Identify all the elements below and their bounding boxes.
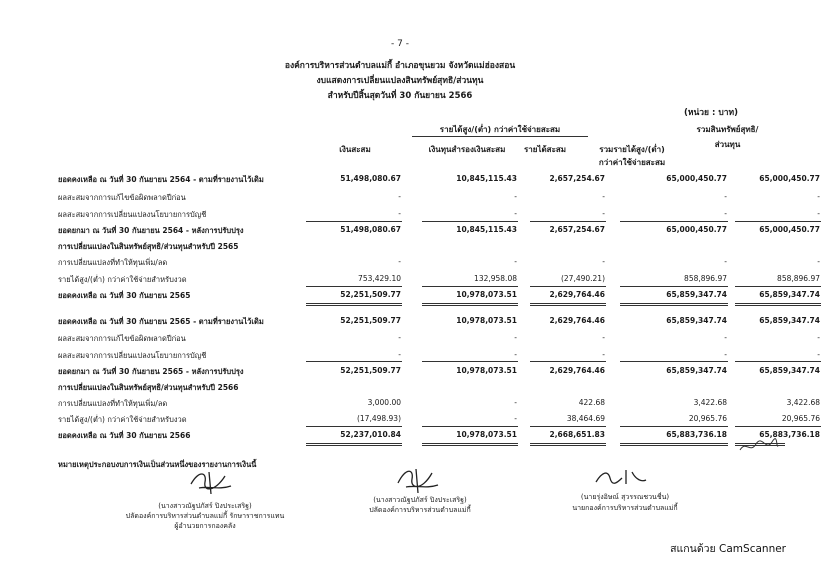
cell-accumulated-revenue: 2,629,764.46 bbox=[549, 366, 605, 375]
cell-accumulated-revenue: 38,464.69 bbox=[566, 414, 605, 423]
cell-accumulated-revenue: 422.68 bbox=[578, 398, 605, 407]
cell-accumulated-revenue: 2,657,254.67 bbox=[549, 225, 605, 234]
cell-accumulated-fund: (17,498.93) bbox=[356, 414, 401, 423]
cell-reserve-fund: 10,845,115.43 bbox=[456, 225, 517, 234]
cell-total-surplus: 65,859,347.74 bbox=[666, 366, 727, 375]
rule-col5 bbox=[735, 286, 821, 287]
table-row bbox=[0, 316, 820, 328]
cell-reserve-fund: 10,978,073.51 bbox=[456, 366, 517, 375]
cell-total-surplus: 65,859,347.74 bbox=[666, 316, 727, 325]
row-label: ยอดคงเหลือ ณ วันที่ 30 กันยายน 2565 - ตามที่รายงานไว้เดิม bbox=[58, 317, 264, 326]
cell-total-surplus: - bbox=[724, 257, 727, 266]
cell-total-net-assets: 65,000,450.77 bbox=[759, 225, 820, 234]
cell-total-net-assets: 20,965.76 bbox=[781, 414, 820, 423]
report-org-title: องค์การบริหารส่วนตำบลแม่กี้ อำเภอขุนยวม จังหวัดแม่ฮ่องสอน bbox=[284, 61, 516, 71]
cell-total-surplus: 65,000,450.77 bbox=[666, 225, 727, 234]
signature-1-title: ปลัดองค์การบริหารส่วนตำบลแม่กี้ รักษาราชการแทน bbox=[125, 512, 285, 520]
cell-reserve-fund: 132,958.08 bbox=[474, 274, 517, 283]
header-col4-line1: รวมรายได้สูง/(ต่ำ) bbox=[599, 145, 665, 154]
rule-col4 bbox=[620, 361, 728, 362]
double-rule-col2 bbox=[422, 443, 518, 444]
cell-total-surplus: - bbox=[724, 350, 727, 359]
table-row bbox=[0, 192, 820, 204]
rule-col3 bbox=[530, 426, 606, 427]
cell-total-surplus: 858,896.97 bbox=[684, 274, 727, 283]
double-rule-col1 bbox=[306, 445, 402, 446]
double-rule-col3 bbox=[530, 445, 606, 446]
rule-col5 bbox=[735, 221, 821, 222]
cell-accumulated-revenue: 2,629,764.46 bbox=[549, 290, 605, 299]
row-label: ผลสะสมจากการแก้ไขข้อผิดพลาดปีก่อน bbox=[58, 193, 186, 202]
header-col1: เงินสะสม bbox=[339, 145, 371, 154]
table-row bbox=[0, 333, 820, 345]
double-rule-col3 bbox=[530, 303, 606, 304]
rule-col4 bbox=[620, 426, 728, 427]
cell-accumulated-fund: 52,237,010.84 bbox=[340, 430, 401, 439]
cell-total-net-assets: 65,000,450.77 bbox=[759, 174, 820, 183]
rule-col4 bbox=[620, 221, 728, 222]
rule-col1 bbox=[306, 426, 402, 427]
report-period-title: สำหรับปีสิ้นสุดวันที่ 30 กันยายน 2566 bbox=[327, 91, 473, 101]
table-row bbox=[0, 366, 820, 378]
double-rule-col4 bbox=[620, 303, 728, 304]
header-group-underline bbox=[412, 136, 588, 137]
row-label: การเปลี่ยนแปลงที่ทำให้ทุนเพิ่ม/ลด bbox=[58, 258, 168, 267]
scanner-watermark: สแกนด้วย CamScanner bbox=[670, 543, 786, 555]
cell-total-net-assets: - bbox=[817, 333, 820, 342]
rule-col5 bbox=[735, 426, 821, 427]
rule-col5 bbox=[735, 361, 821, 362]
double-rule-col1 bbox=[306, 305, 402, 306]
cell-reserve-fund: - bbox=[514, 414, 517, 423]
table-row bbox=[0, 257, 820, 269]
cell-accumulated-revenue: (27,490.21) bbox=[560, 274, 605, 283]
signature-3-scribble bbox=[592, 466, 652, 490]
double-rule-col3 bbox=[530, 443, 606, 444]
cell-accumulated-revenue: 2,668,651.83 bbox=[549, 430, 605, 439]
row-label: การเปลี่ยนแปลงที่ทำให้ทุนเพิ่ม/ลด bbox=[58, 399, 168, 408]
cell-total-net-assets: 65,883,736.18 bbox=[759, 430, 820, 439]
row-label: ผลสะสมจากการแก้ไขข้อผิดพลาดปีก่อน bbox=[58, 334, 186, 343]
cell-accumulated-revenue: - bbox=[602, 257, 605, 266]
rule-col1 bbox=[306, 361, 402, 362]
row-label: การเปลี่ยนแปลงในสินทรัพย์สุทธิ/ส่วนทุนสำหรับปี 2566 bbox=[58, 383, 239, 392]
cell-reserve-fund: 10,845,115.43 bbox=[456, 174, 517, 183]
double-rule-col2 bbox=[422, 303, 518, 304]
signature-2-name: (นางสาวณัฐปภัสร์ ปิงประเสริฐ) bbox=[373, 496, 467, 504]
double-rule-col4 bbox=[620, 445, 728, 446]
cell-accumulated-fund: 51,498,080.67 bbox=[340, 225, 401, 234]
signature-2-title: ปลัดองค์การบริหารส่วนตำบลแม่กี้ bbox=[369, 506, 471, 514]
rule-col4 bbox=[620, 286, 728, 287]
rule-col2 bbox=[422, 361, 518, 362]
unit-label: (หน่วย : บาท) bbox=[683, 108, 738, 118]
cell-accumulated-fund: - bbox=[398, 209, 401, 218]
cell-total-net-assets: 65,859,347.74 bbox=[759, 366, 820, 375]
cell-total-net-assets: - bbox=[817, 192, 820, 201]
rule-col2 bbox=[422, 286, 518, 287]
cell-total-net-assets: 858,896.97 bbox=[777, 274, 820, 283]
cell-total-net-assets: - bbox=[817, 209, 820, 218]
row-label: การเปลี่ยนแปลงในสินทรัพย์สุทธิ/ส่วนทุนสำหรับปี 2565 bbox=[58, 242, 239, 251]
header-col2: เงินทุนสำรองเงินสะสม bbox=[428, 145, 506, 154]
row-label: ยอดยกมา ณ วันที่ 30 กันยายน 2564 - หลังการปรับปรุง bbox=[58, 226, 244, 235]
double-rule-col4 bbox=[620, 305, 728, 306]
cell-reserve-fund: 10,978,073.51 bbox=[456, 316, 517, 325]
page-number: - 7 - bbox=[391, 39, 409, 49]
cell-total-surplus: - bbox=[724, 192, 727, 201]
cell-total-net-assets: - bbox=[817, 257, 820, 266]
signature-3-title: นายกองค์การบริหารส่วนตำบลแม่กี้ bbox=[572, 504, 678, 512]
header-col5-line2: ส่วนทุน bbox=[714, 140, 741, 149]
signature-1-title-line2: ผู้อำนวยการกองคลัง bbox=[174, 522, 236, 530]
cell-accumulated-revenue: 2,629,764.46 bbox=[549, 316, 605, 325]
row-label: ยอดคงเหลือ ณ วันที่ 30 กันยายน 2565 bbox=[58, 291, 191, 300]
cell-reserve-fund: - bbox=[514, 209, 517, 218]
header-col3: รายได้สะสม bbox=[523, 145, 567, 154]
table-row bbox=[0, 274, 820, 286]
double-rule-col5 bbox=[735, 303, 821, 304]
signature-2-scribble bbox=[392, 463, 444, 497]
cell-reserve-fund: - bbox=[514, 350, 517, 359]
table-row bbox=[0, 414, 820, 426]
cell-total-surplus: - bbox=[724, 333, 727, 342]
double-rule-col1 bbox=[306, 303, 402, 304]
cell-accumulated-fund: 51,498,080.67 bbox=[340, 174, 401, 183]
rule-col2 bbox=[422, 426, 518, 427]
double-rule-col1 bbox=[306, 443, 402, 444]
row-label: ผลสะสมจากการเปลี่ยนแปลงนโยบายการบัญชี bbox=[58, 351, 207, 360]
row-label: รายได้สูง/(ต่ำ) กว่าค่าใช้จ่ายสำหรับงวด bbox=[58, 275, 187, 284]
cell-accumulated-revenue: - bbox=[602, 209, 605, 218]
rule-col3 bbox=[530, 221, 606, 222]
cell-accumulated-fund: 52,251,509.77 bbox=[340, 290, 401, 299]
cell-total-surplus: 65,000,450.77 bbox=[666, 174, 727, 183]
table-row bbox=[0, 430, 820, 442]
cell-total-net-assets: 65,859,347.74 bbox=[759, 290, 820, 299]
header-col4-line2: กว่าค่าใช้จ่ายสะสม bbox=[598, 158, 666, 167]
row-label: ยอดคงเหลือ ณ วันที่ 30 กันยายน 2566 bbox=[58, 431, 191, 440]
rule-col3 bbox=[530, 286, 606, 287]
financial-note: หมายเหตุประกอบงบการเงินเป็นส่วนหนึ่งของรายงานการเงินนี้ bbox=[58, 460, 257, 469]
cell-total-surplus: - bbox=[724, 209, 727, 218]
double-rule-col3 bbox=[530, 305, 606, 306]
table-row bbox=[0, 382, 800, 394]
cell-reserve-fund: - bbox=[514, 257, 517, 266]
cell-total-net-assets: 3,422.68 bbox=[786, 398, 820, 407]
cell-total-net-assets: 65,859,347.74 bbox=[759, 316, 820, 325]
double-rule-col2 bbox=[422, 305, 518, 306]
table-row bbox=[0, 174, 820, 186]
report-statement-title: งบแสดงการเปลี่ยนแปลงสินทรัพย์สุทธิ/ส่วนทุน bbox=[316, 76, 484, 86]
header-group-label: รายได้สูง/(ต่ำ) กว่าค่าใช้จ่ายสะสม bbox=[439, 125, 561, 134]
cell-accumulated-fund: 52,251,509.77 bbox=[340, 316, 401, 325]
cell-accumulated-revenue: - bbox=[602, 192, 605, 201]
cell-total-surplus: 3,422.68 bbox=[693, 398, 727, 407]
header-col5-line1: รวมสินทรัพย์สุทธิ/ bbox=[696, 125, 759, 134]
table-row bbox=[0, 225, 820, 237]
cell-total-surplus: 65,883,736.18 bbox=[666, 430, 727, 439]
cell-accumulated-revenue: - bbox=[602, 350, 605, 359]
table-row bbox=[0, 290, 820, 302]
cell-reserve-fund: 10,978,073.51 bbox=[456, 430, 517, 439]
cell-accumulated-fund: - bbox=[398, 192, 401, 201]
cell-accumulated-fund: 52,251,509.77 bbox=[340, 366, 401, 375]
cell-reserve-fund: 10,978,073.51 bbox=[456, 290, 517, 299]
cell-total-surplus: 65,859,347.74 bbox=[666, 290, 727, 299]
row-label: รายได้สูง/(ต่ำ) กว่าค่าใช้จ่ายสำหรับงวด bbox=[58, 415, 187, 424]
cell-accumulated-revenue: 2,657,254.67 bbox=[549, 174, 605, 183]
rule-col3 bbox=[530, 361, 606, 362]
table-row bbox=[0, 209, 820, 221]
double-rule-col4 bbox=[620, 443, 728, 444]
cell-reserve-fund: - bbox=[514, 333, 517, 342]
signature-3-name: (นายรุ่งอิษณ์ สุวรรณชวนชื่น) bbox=[580, 493, 670, 501]
table-row bbox=[0, 398, 820, 410]
cell-accumulated-fund: 753,429.10 bbox=[358, 274, 401, 283]
cell-accumulated-fund: - bbox=[398, 257, 401, 266]
handwritten-mark bbox=[738, 436, 780, 458]
cell-reserve-fund: - bbox=[514, 192, 517, 201]
double-rule-col5 bbox=[735, 305, 821, 306]
cell-accumulated-fund: - bbox=[398, 333, 401, 342]
rule-col2 bbox=[422, 221, 518, 222]
cell-accumulated-fund: 3,000.00 bbox=[367, 398, 401, 407]
row-label: ยอดยกมา ณ วันที่ 30 กันยายน 2565 - หลังการปรับปรุง bbox=[58, 367, 244, 376]
cell-accumulated-revenue: - bbox=[602, 333, 605, 342]
cell-total-net-assets: - bbox=[817, 350, 820, 359]
row-label: ยอดคงเหลือ ณ วันที่ 30 กันยายน 2564 - ตามที่รายงานไว้เดิม bbox=[58, 175, 264, 184]
double-rule-col2 bbox=[422, 445, 518, 446]
rule-col1 bbox=[306, 221, 402, 222]
signature-1-name: (นางสาวณัฐปภัสร์ ปิงประเสริฐ) bbox=[158, 502, 252, 510]
row-label: ผลสะสมจากการเปลี่ยนแปลงนโยบายการบัญชี bbox=[58, 210, 207, 219]
cell-accumulated-fund: - bbox=[398, 350, 401, 359]
rule-col1 bbox=[306, 286, 402, 287]
table-row bbox=[0, 241, 800, 253]
cell-reserve-fund: - bbox=[514, 398, 517, 407]
signature-1-scribble bbox=[185, 466, 237, 498]
cell-total-surplus: 20,965.76 bbox=[688, 414, 727, 423]
